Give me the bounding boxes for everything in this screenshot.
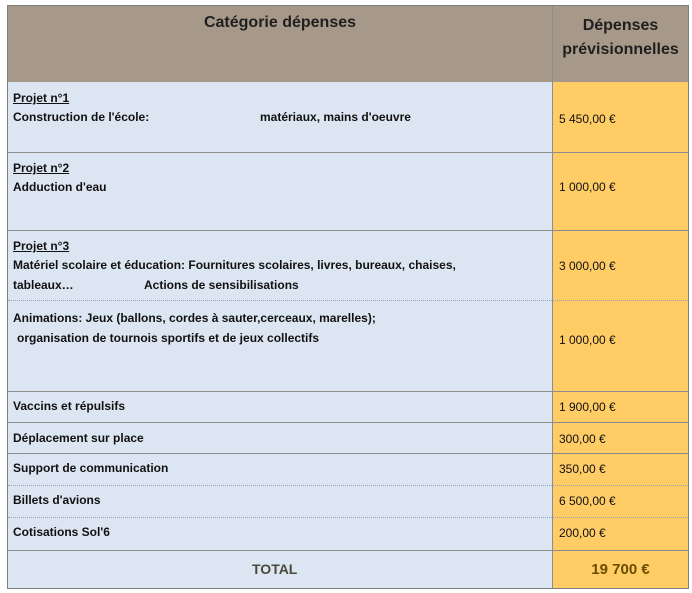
project2-amount-cell — [552, 152, 688, 230]
project1-amount: 5 450,00 € — [559, 112, 616, 126]
project3-cell — [8, 230, 552, 300]
row-label-billets: Billets d'avions — [13, 493, 101, 507]
table-row — [8, 485, 552, 517]
total-label-cell — [8, 550, 552, 588]
project1-line1: Construction de l'école: — [13, 110, 150, 124]
project3-amount-cell — [552, 230, 688, 300]
row-amount-cell — [552, 485, 688, 517]
project1-amount-cell — [552, 82, 688, 152]
row-amount-billets: 6 500,00 € — [559, 494, 616, 508]
table-row — [8, 517, 552, 550]
animations-cell — [8, 300, 552, 391]
project1-cell — [8, 82, 552, 152]
animations-line2: organisation de tournois sportifs et de jeux collectifs — [17, 331, 320, 345]
row-amount-cell — [552, 391, 688, 422]
project1-title: Projet n°1 — [13, 91, 70, 105]
project1-line1b: matériaux, mains d'oeuvre — [260, 110, 411, 124]
header-expenses-cell — [552, 6, 688, 82]
animations-amount-cell — [552, 300, 688, 391]
project3-line1: Matériel scolaire et éducation: Fournitures scolaires, livres, bureaux, chaises, — [13, 258, 456, 272]
project3-amount: 3 000,00 € — [559, 259, 616, 273]
row-label-support: Support de communication — [13, 461, 169, 475]
project3-title: Projet n°3 — [13, 239, 70, 253]
row-amount-vaccins: 1 900,00 € — [559, 400, 616, 414]
header-expenses-line1: Dépenses — [582, 17, 659, 34]
header-category: Catégorie dépenses — [203, 14, 357, 31]
table-row — [8, 422, 552, 453]
table-row — [8, 453, 552, 485]
header-expenses — [553, 14, 688, 62]
project3-line2a: tableaux… — [13, 278, 74, 292]
row-amount-cell — [552, 453, 688, 485]
row-amount-deplacement: 300,00 € — [559, 432, 606, 446]
project2-title: Projet n°2 — [13, 161, 70, 175]
project2-line1: Adduction d'eau — [13, 180, 107, 194]
row-label-cotisations: Cotisations Sol'6 — [13, 525, 110, 539]
total-amount-cell — [552, 550, 688, 588]
total-amount: 19 700 € — [591, 561, 650, 578]
project2-amount: 1 000,00 € — [559, 180, 616, 194]
row-amount-cell — [552, 422, 688, 453]
budget-table — [7, 5, 689, 589]
animations-line1: Animations: Jeux (ballons, cordes à sauter,cerceaux, marelles); — [13, 311, 376, 325]
project3-line2b: Actions de sensibilisations — [144, 278, 299, 292]
row-label-vaccins: Vaccins et répulsifs — [13, 399, 126, 413]
animations-amount: 1 000,00 € — [559, 333, 616, 347]
total-label: TOTAL — [252, 561, 298, 577]
project2-cell — [8, 152, 552, 230]
header-expenses-line2: prévisionnelles — [562, 41, 679, 58]
header-category-cell — [8, 6, 552, 82]
row-amount-support: 350,00 € — [559, 462, 606, 476]
row-amount-cotisations: 200,00 € — [559, 526, 606, 540]
row-amount-cell — [552, 517, 688, 550]
table-row — [8, 391, 552, 422]
row-label-deplacement: Déplacement sur place — [13, 431, 144, 445]
